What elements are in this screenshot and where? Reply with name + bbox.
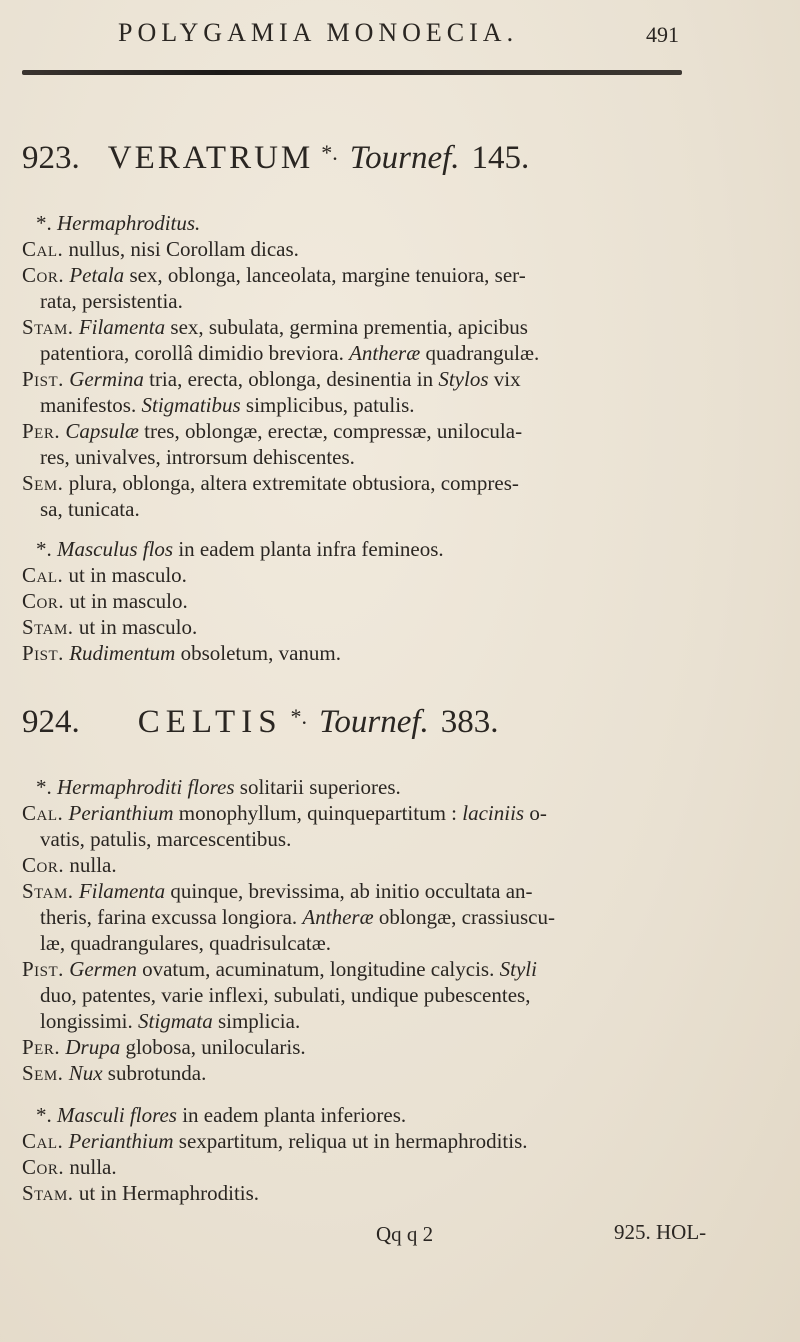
text-line: *. Masculi flores in eadem planta inferiores.: [36, 1103, 407, 1127]
running-title: POLYGAMIA MONOECIA.: [118, 18, 519, 47]
text-line: Sem. plura, oblonga, altera extremitate obtusiora, compres-: [22, 471, 519, 495]
text-line: Stam. ut in masculo.: [22, 615, 198, 639]
text-line: Cor. nulla.: [22, 853, 117, 877]
text-line: res, univalves, introrsum dehiscentes.: [40, 445, 355, 469]
text-line: Stam. Filamenta sex, subulata, germina prementia, apicibus: [22, 315, 528, 339]
text-line: Cor. ut in masculo.: [22, 589, 188, 613]
text-line: duo, patentes, varie inflexi, subulati, undique pubescentes,: [40, 983, 531, 1007]
entry-923-heading: [22, 140, 529, 177]
text-line: rata, persistentia.: [40, 289, 183, 313]
text-line: theris, farina excussa longiora. Antheræ oblongæ, crassiuscu-: [40, 905, 555, 929]
entry-number: 923.: [22, 140, 80, 176]
entry-924-heading: [22, 704, 499, 741]
text-line: patentiora, corollâ dimidio breviora. Antheræ quadrangulæ.: [40, 341, 540, 365]
entry-number: 924.: [22, 704, 80, 740]
text-line: Pist. Germen ovatum, acuminatum, longitudine calycis. Styli: [22, 957, 537, 981]
text-line: Sem. Nux subrotunda.: [22, 1061, 207, 1085]
text-line: Cal. nullus, nisi Corollam dicas.: [22, 237, 299, 261]
text-line: longissimi. Stigmata simplicia.: [40, 1009, 301, 1033]
catchword: 925. HOL-: [614, 1220, 707, 1244]
text-line: Per. Capsulæ tres, oblongæ, erectæ, compressæ, unilocula-: [22, 419, 523, 443]
text-line: Cor. nulla.: [22, 1155, 117, 1179]
text-line: Cal. Perianthium monophyllum, quinquepartitum : laciniis o-: [22, 801, 547, 825]
page-number: 491: [646, 22, 679, 47]
text-line: Stam. Filamenta quinque, brevissima, ab initio occultata an-: [22, 879, 533, 903]
signature-mark: Qq q 2: [376, 1222, 434, 1246]
header-rule: [22, 70, 682, 75]
text-line: Cor. Petala sex, oblonga, lanceolata, margine tenuiora, ser-: [22, 263, 526, 287]
star-mark: *.: [321, 140, 338, 165]
text-line: *. Hermaphroditus.: [36, 211, 201, 235]
text-line: vatis, patulis, marcescentibus.: [40, 827, 292, 851]
reference-number: 145.: [471, 140, 530, 176]
text-line: *. Masculus flos in eadem planta infra femineos.: [36, 537, 444, 561]
star-mark: *.: [290, 704, 308, 729]
authority: Tournef.: [319, 704, 429, 740]
text-line: Stam. ut in Hermaphroditis.: [22, 1181, 260, 1205]
text-line: Cal. ut in masculo.: [22, 563, 187, 587]
text-line: læ, quadrangulares, quadrisulcatæ.: [40, 931, 332, 955]
text-line: Per. Drupa globosa, unilocularis.: [22, 1035, 306, 1059]
genus-name: CELTIS: [137, 704, 283, 740]
reference-number: 383.: [440, 704, 499, 740]
text-line: sa, tunicata.: [40, 497, 140, 521]
genus-name: VERATRUM: [107, 140, 314, 176]
text-line: *. Hermaphroditi flores solitarii superiores.: [36, 775, 401, 799]
text-line: Pist. Germina tria, erecta, oblonga, desinentia in Stylos vix: [22, 367, 521, 391]
authority: Tournef.: [349, 140, 460, 176]
text-line: Cal. Perianthium sexpartitum, reliqua ut in hermaphroditis.: [22, 1129, 528, 1153]
text-line: Pist. Rudimentum obsoletum, vanum.: [22, 641, 341, 665]
text-line: manifestos. Stigmatibus simplicibus, patulis.: [40, 393, 415, 417]
